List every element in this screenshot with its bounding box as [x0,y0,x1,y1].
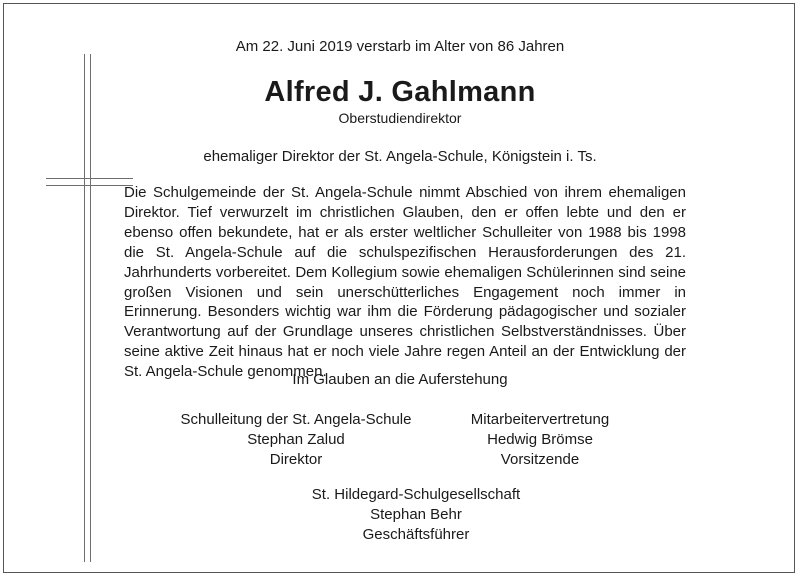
signatory-person: Hedwig Brömse [487,431,593,448]
signatory-position: Vorsitzende [500,451,580,468]
deceased-title: Oberstudiendirektor [338,110,462,126]
signatory-position: Geschäftsführer [362,526,470,543]
signatory-organization: St. Hildegard-Schulgesellschaft [311,486,521,503]
closing-line: Im Glauben an die Auferstehung [292,371,508,388]
signatory-organization: Schulleitung der St. Angela-Schule [180,411,412,428]
signatory-position: Direktor [269,451,323,468]
signatory-person: Stephan Zalud [247,431,345,448]
deceased-name: Alfred J. Gahlmann [264,76,536,108]
deceased-role: ehemaliger Direktor der St. Angela-Schule, Königstein i. Ts. [203,148,597,165]
signatory-school-society [266,485,566,545]
death-announcement: Am 22. Juni 2019 verstarb im Alter von 86 Jahren [235,38,565,55]
signatory-person: Stephan Behr [370,506,462,523]
signatory-staff-council [390,410,690,470]
obituary-body: Die Schulgemeinde der St. Angela-Schule nimmt Abschied von ihrem ehemaligen Direktor. Tief verwurzelt im christlichen Glauben, den er offen lebte und den er ebenso offen bekundete, hat er als erster weltlicher Schulleiter von 1988 bis 1998 die St. Angela-Schule auf die schulspezifischen Herausforderungen des 21. Jahrhunderts vorbereitet. Dem Kollegium sowie ehemaligen Schülerinnen sind seine großen Visionen und sein unerschütterliches Engagement noch immer in Erinnerung. Besonders wichtig war ihm die Förderung pädagogischer und sozialer Verantwortung auf der Grundlage unseres christlichen Selbstverständnisses. Über seine aktive Zeit hinaus hat er noch viele Jahre regen Anteil an der Entwicklung der St. Angela-Schule genommen. [124,184,686,381]
signatory-organization: Mitarbeitervertretung [470,411,610,428]
